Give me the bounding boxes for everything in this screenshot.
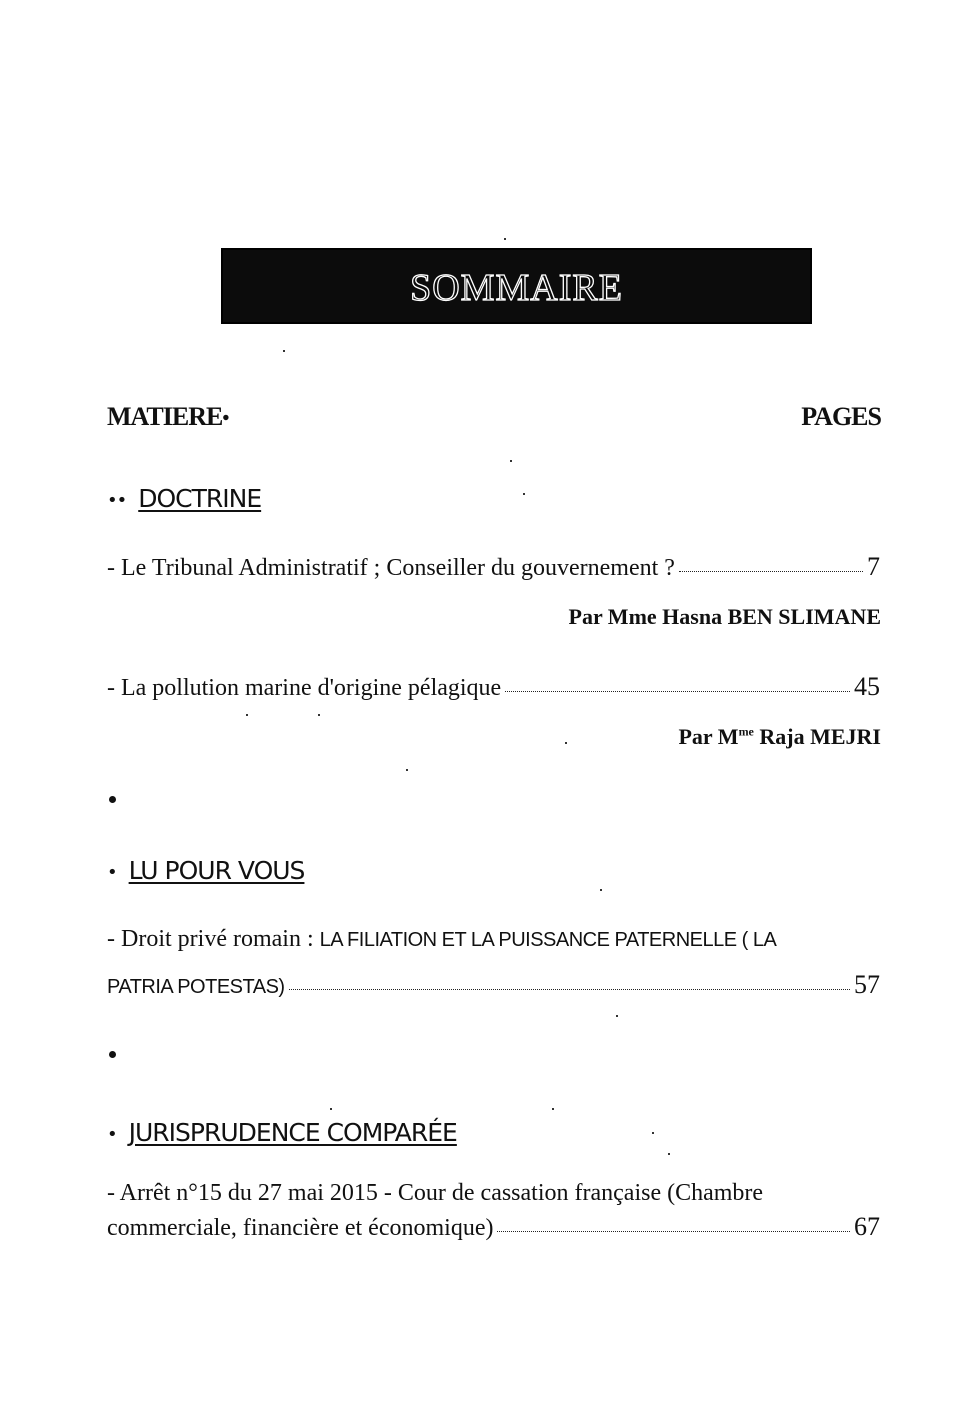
scan-speck xyxy=(406,769,408,771)
scan-speck xyxy=(283,350,285,352)
toc-entry-droit xyxy=(107,970,880,1000)
scan-speck xyxy=(668,1153,670,1155)
matiere-bullet: • xyxy=(222,407,229,430)
section-doctrine xyxy=(107,484,261,513)
toc-entry-tribunal xyxy=(107,552,880,582)
scan-speck xyxy=(616,1015,618,1017)
toc-page-number: 57 xyxy=(854,970,880,999)
list-bullet-dot xyxy=(109,796,116,803)
toc-page-number: 67 xyxy=(854,1212,880,1241)
section-jurisprudence xyxy=(107,1118,457,1147)
scan-speck xyxy=(510,460,512,462)
author-name: Raja MEJRI xyxy=(759,724,881,749)
sommaire-title: SOMMAIRE xyxy=(410,267,623,309)
toc-page-number: 7 xyxy=(867,552,880,581)
section-doctrine-label: DOCTRINE xyxy=(138,484,262,513)
toc-leader-dots xyxy=(289,988,850,990)
toc-entry-arret xyxy=(107,1212,880,1242)
scan-speck xyxy=(330,1108,332,1110)
author-prefix: Par M xyxy=(678,724,739,749)
matiere-label: MATIERE xyxy=(107,402,223,431)
toc-entry-pollution xyxy=(107,672,880,702)
matiere-heading xyxy=(107,402,228,432)
toc-entry-title-caps: PATRIA POTESTAS) xyxy=(107,976,285,998)
scan-speck xyxy=(523,493,525,495)
toc-author-pollution xyxy=(678,724,881,750)
toc-entry-title: - La pollution marine d'origine pélagique xyxy=(107,675,502,701)
section-lu-pour-vous-label: LU POUR VOUS xyxy=(128,856,305,885)
toc-entry-title: commerciale, financière et économique) xyxy=(107,1215,494,1241)
sommaire-banner xyxy=(221,248,812,324)
toc-leader-dots xyxy=(505,690,850,692)
section-lu-pour-vous xyxy=(107,856,304,885)
section-bullet: • xyxy=(107,861,117,883)
toc-entry-title: - Droit privé romain : xyxy=(107,926,320,952)
toc-author-tribunal: Par Mme Hasna BEN SLIMANE xyxy=(568,604,881,629)
scan-speck xyxy=(552,1108,554,1110)
toc-entry-arret-line1: - Arrêt n°15 du 27 mai 2015 - Cour de cassation française (Chambre xyxy=(107,1180,764,1206)
toc-leader-dots xyxy=(497,1230,850,1232)
section-bullet: • xyxy=(107,1123,117,1145)
section-bullet: •• xyxy=(107,489,127,511)
toc-entry-title: - Le Tribunal Administratif ; Conseiller du gouvernement ? xyxy=(107,555,675,581)
toc-entry-droit-line1 xyxy=(107,926,880,953)
toc-entry-title-caps: LA FILIATION ET LA PUISSANCE PATERNELLE ( LA xyxy=(319,929,777,951)
scan-speck xyxy=(600,889,602,891)
toc-leader-dots xyxy=(679,570,863,572)
author-sup: me xyxy=(738,724,754,739)
scan-speck xyxy=(318,714,320,716)
list-bullet-dot xyxy=(109,1051,116,1058)
scan-speck xyxy=(565,742,567,744)
scan-speck xyxy=(652,1132,654,1134)
scan-speck xyxy=(246,714,248,716)
section-jurisprudence-label: JURISPRUDENCE COMPARÉE xyxy=(128,1118,457,1147)
toc-page-number: 45 xyxy=(854,672,880,701)
pages-heading: PAGES xyxy=(801,402,881,431)
scan-speck xyxy=(504,238,506,240)
